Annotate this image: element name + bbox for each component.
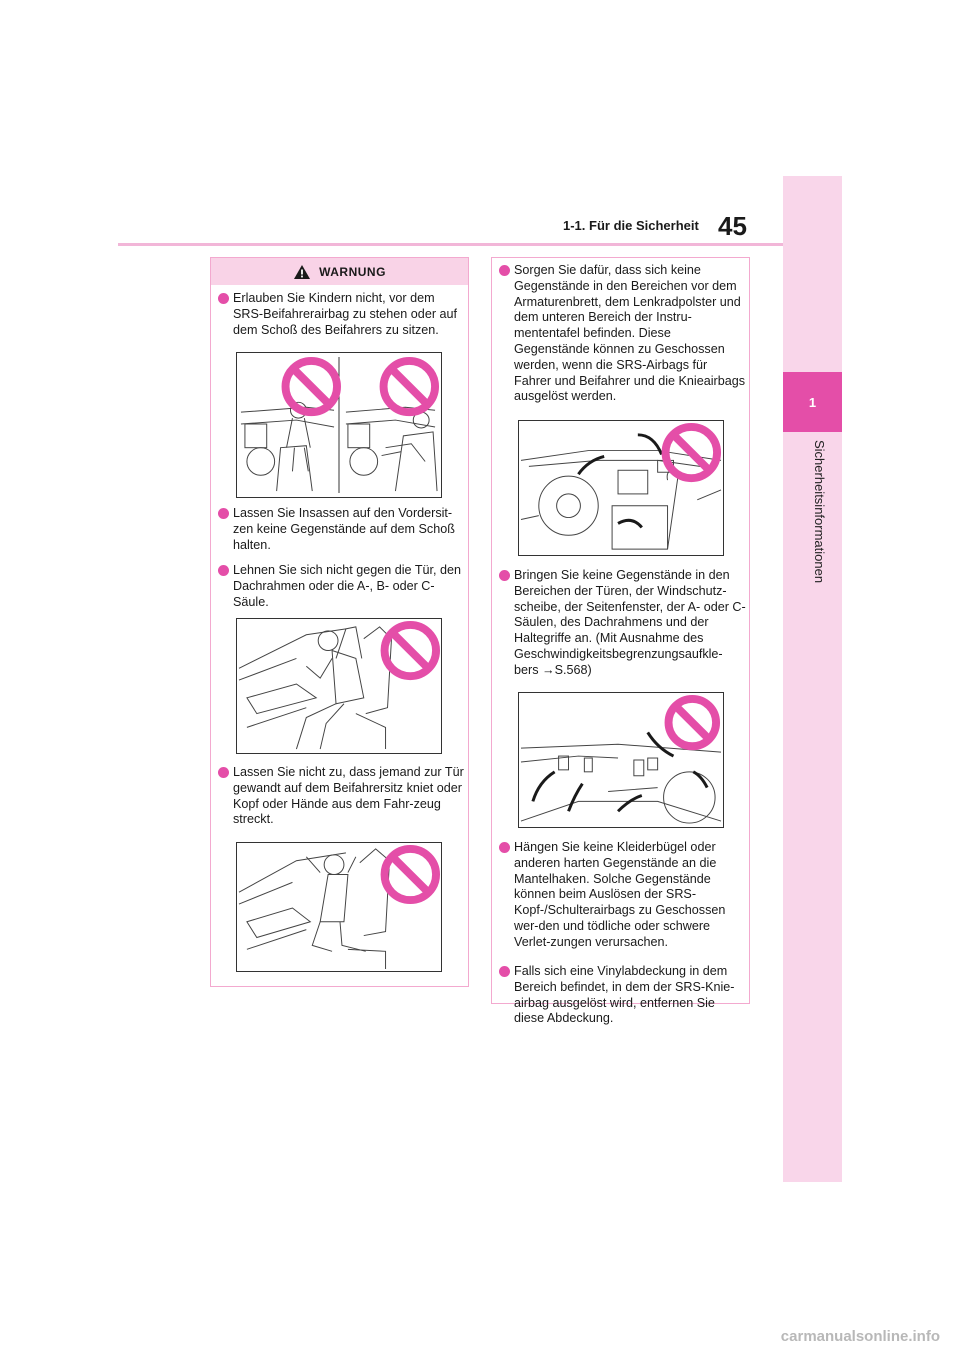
bullet-icon (218, 767, 229, 778)
bullet-icon (218, 508, 229, 519)
bullet-icon (499, 570, 510, 581)
illustration-windshield-objects (518, 692, 724, 828)
list-item: Hängen Sie keine Kleiderbügel oder anderen harten Gegenstände an die Mantelhaken. Solche Gegenstände können beim Auslösen der SRS-Kopf-/Schulterairbags zu Geschossen wer-den und tödliche oder schwere Verlet-zungen verursachen. (496, 840, 746, 951)
footer-url: carmanualsonline.info (780, 1328, 940, 1345)
prohibition-icon (385, 849, 436, 900)
bullet-icon (218, 293, 229, 304)
prohibition-icon (286, 361, 337, 412)
section-title: 1-1. Für die Sicherheit (563, 218, 699, 233)
illustration-kneeling-on-seat (236, 842, 442, 972)
bullet-icon (218, 565, 229, 576)
illustration-dashboard-objects (518, 420, 724, 556)
list-item: Lehnen Sie sich nicht gegen die Tür, den Dachrahmen oder die A-, B- oder C-Säule. (215, 563, 465, 610)
bullet-icon (499, 265, 510, 276)
page-number: 45 (718, 211, 747, 241)
list-item: Bringen Sie keine Gegenstände in den Bereichen der Türen, der Windschutz-scheibe, der Seitenfenster, der A- oder C-Säulen, des Dachrahmens und der Haltegriffe an. (Mit Ausnahme des Geschwindigkeitsbegrenzungsaufkle-bers →S.568) (496, 568, 746, 679)
list-item: Sorgen Sie dafür, dass sich keine Gegenstände in den Bereichen vor dem Armaturenbrett, dem Lenkradpolster und dem unteren Bereich der Instru-mententafel befinden. Diese Gegenstände können zu Geschossen werden, wenn die SRS-Airbags für Fahrer und Beifahrer und die Knieairbags ausgelöst werden. (496, 263, 746, 405)
warning-label: WARNUNG (319, 264, 386, 279)
prohibition-icon (669, 699, 717, 746)
bullet-icon (499, 842, 510, 853)
list-item: Falls sich eine Vinylabdeckung in dem Bereich befindet, in dem der SRS-Knie-airbag ausgelöst wird, entfernen Sie diese Abdeckung. (496, 964, 746, 1027)
warning-box-continued (491, 257, 750, 1026)
illustration-leaning-on-door (236, 618, 442, 754)
chapter-label: Sicherheitsinformationen (812, 440, 827, 584)
warning-box (210, 257, 469, 987)
header-rule (118, 243, 783, 246)
side-tab (783, 176, 842, 1182)
list-item: Lassen Sie nicht zu, dass jemand zur Tür gewandt auf dem Beifahrersitz kniet oder Kopf oder Hände aus dem Fahr-zeug streckt. (215, 765, 465, 828)
bullet-icon (499, 966, 510, 977)
chapter-number: 1 (783, 372, 842, 432)
prohibition-icon (385, 625, 436, 676)
warning-triangle-icon (293, 264, 311, 280)
list-item: Lassen Sie Insassen auf den Vordersit-zen keine Gegenstände auf dem Schoß halten. (215, 506, 465, 553)
prohibition-icon (384, 361, 435, 412)
warning-header (211, 258, 468, 285)
illustration-child-front-seat (236, 352, 442, 498)
list-item: Erlauben Sie Kindern nicht, vor dem SRS-Beifahrerairbag zu stehen oder auf dem Schoß des Beifahrers zu sitzen. (215, 291, 465, 338)
